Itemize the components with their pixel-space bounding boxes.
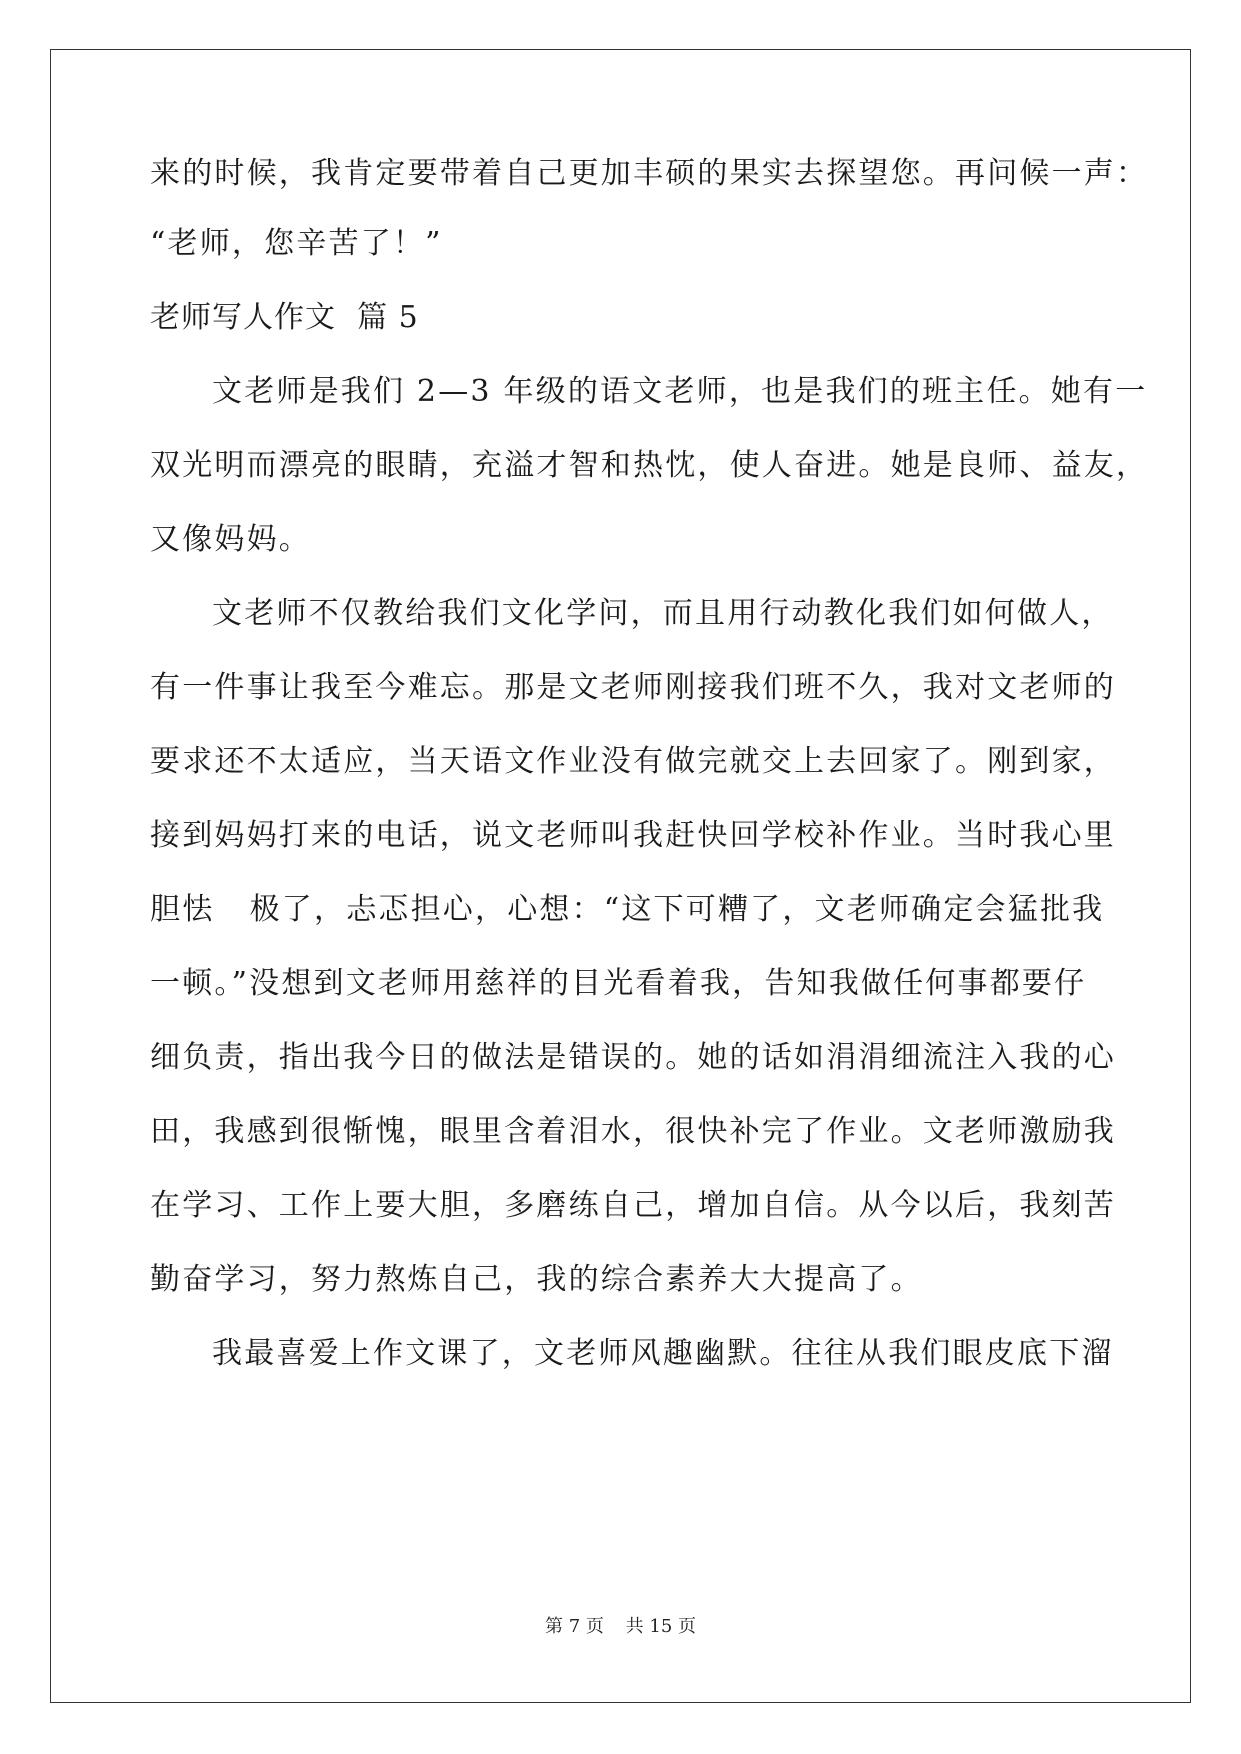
text-line: 要求还不太适应，当天语文作业没有做完就交上去回家了。刚到家， — [150, 744, 1116, 779]
page-number-total: 共 15 页 — [625, 1616, 696, 1637]
text-line: 田，我感到很惭愧，眼里含着泪水，很快补完了作业。文老师激励我 — [150, 1114, 1116, 1149]
page-number-current: 第 7 页 — [545, 1616, 604, 1637]
text-line: “老师，您辛苦了！” — [150, 226, 443, 261]
text-line: 我最喜爱上作文课了，文老师风趣幽默。往往从我们眼皮底下溜 — [212, 1336, 1114, 1371]
text-line: 文老师是我们 2—3 年级的语文老师，也是我们的班主任。她有一 — [212, 374, 1148, 409]
text-line: 有一件事让我至今难忘。那是文老师刚接我们班不久，我对文老师的 — [150, 670, 1116, 705]
text-line: 又像妈妈。 — [150, 522, 311, 557]
text-line: 一顿。”没想到文老师用慈祥的目光看着我，告知我做任何事都要仔 — [150, 966, 1087, 1001]
text-line: 来的时候，我肯定要带着自己更加丰硕的果实去探望您。再问候一声： — [150, 156, 1149, 191]
section-heading: 老师写人作文 篇 5 — [150, 300, 419, 335]
text-line: 细负责，指出我今日的做法是错误的。她的话如涓涓细流注入我的心 — [150, 1040, 1116, 1075]
text-line: 文老师不仅教给我们文化学问，而且用行动教化我们如何做人， — [212, 596, 1114, 631]
page-footer — [0, 1612, 1241, 1638]
text-line: 胆怯 极了，忐忑担心，心想：“这下可糟了，文老师确定会猛批我 — [150, 892, 1105, 927]
text-line: 在学习、工作上要大胆，多磨练自己，增加自信。从今以后，我刻苦 — [150, 1188, 1116, 1223]
text-line: 双光明而漂亮的眼睛，充溢才智和热忱，使人奋进。她是良师、益友， — [150, 448, 1149, 483]
text-line: 勤奋学习，努力熬炼自己，我的综合素养大大提高了。 — [150, 1262, 923, 1297]
text-line: 接到妈妈打来的电话，说文老师叫我赶快回学校补作业。当时我心里 — [150, 818, 1116, 853]
